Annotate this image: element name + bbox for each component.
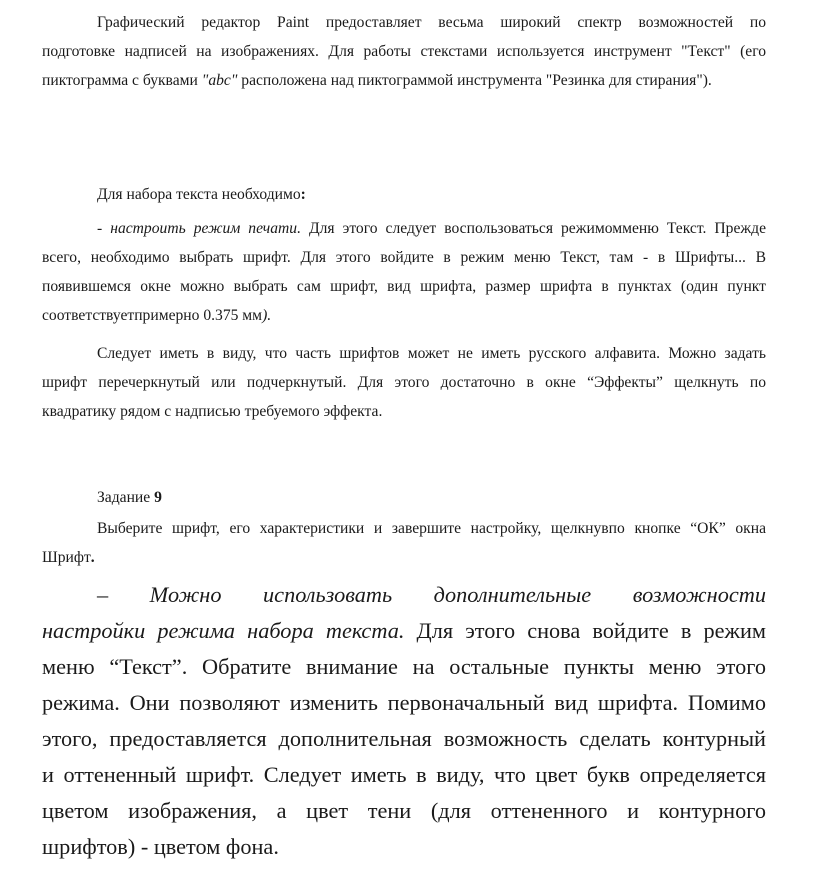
text-span: соответствуетпримерно 0.375 мм — [42, 307, 263, 324]
text-line: цветом изображения, а цвет тени (для оттененного и контурного — [42, 798, 766, 823]
italic-text: - настроить режим печати. — [97, 220, 301, 237]
text-span: Для этого следует воспользоваться режимомменю Текст. Прежде — [301, 220, 767, 237]
text-line — [42, 214, 766, 243]
text-span: пиктограмма с буквами — [42, 72, 202, 89]
text-span: Шрифт — [42, 549, 91, 566]
text-line — [42, 301, 766, 330]
italic-text: ). — [262, 307, 272, 324]
task-heading — [42, 483, 766, 512]
italic-text: "abc" — [201, 72, 238, 89]
text-line: шрифт перечеркнутый или подчеркнутый. Для этого достаточно в окне “Эффекты” щелкнуть по — [42, 374, 766, 391]
text-line: появившемся окне можно выбрать сам шрифт, вид шрифта, размер шрифта в пунктах (один пункт — [42, 278, 766, 295]
italic-text: настройки режима набора текста. — [42, 618, 405, 643]
text-line: и оттененный шрифт. Следует иметь в виду, что цвет букв определяется — [42, 762, 766, 787]
text-span: расположена над пиктограммой инструмента "Резинка для стирания"). — [237, 72, 712, 89]
bold-text: : — [300, 186, 306, 203]
paragraph-font-alphabet — [42, 339, 766, 426]
task-number: 9 — [154, 489, 162, 506]
italic-text: – Можно использовать дополнительные возможности — [97, 582, 766, 607]
text-line: шрифтов) - цветом фона. — [42, 834, 279, 859]
text-line — [42, 577, 766, 613]
text-line: всего, необходимо выбрать шрифт. Для этого войдите в режим меню Текст, там - в Шрифты... В — [42, 249, 766, 266]
text-span: Для этого снова войдите в режим — [404, 618, 766, 643]
text-line: этого, предоставляется дополнительная возможность сделать контурный — [42, 726, 766, 751]
text-line: Выберите шрифт, его характеристики и завершите настройку, щелкнувпо кнопке “ОК” окна — [97, 520, 766, 537]
task-label: Задание — [97, 489, 155, 506]
text-line: подготовке надписей на изображениях. Для работы стекстами используется инструмент "Текст" (его — [42, 43, 766, 60]
bold-text: . — [90, 549, 95, 566]
paragraph-task-instructions — [42, 514, 766, 572]
paragraph-intro-needed — [42, 180, 766, 209]
text-line — [42, 66, 766, 95]
text-line: квадратику рядом с надписью требуемого эффекта. — [42, 403, 383, 420]
text-line — [42, 543, 766, 572]
text-line — [42, 613, 766, 649]
paragraph-print-mode — [42, 214, 766, 330]
paragraph-extra-options — [42, 577, 766, 865]
text-line: Следует иметь в виду, что часть шрифтов может не иметь русского алфавита. Можно задать — [97, 345, 766, 362]
text-line: меню “Текст”. Обратите внимание на остальные пункты меню этого — [42, 654, 766, 679]
text-line — [42, 180, 766, 209]
text-line — [42, 483, 766, 512]
paragraph-paint-intro — [42, 8, 766, 95]
text-span: Для набора текста необходимо — [97, 186, 301, 203]
text-line: Графический редактор Paint предоставляет весьма широкий спектр возможностей по — [97, 14, 766, 31]
text-line: режима. Они позволяют изменить первоначальный вид шрифта. Помимо — [42, 690, 766, 715]
